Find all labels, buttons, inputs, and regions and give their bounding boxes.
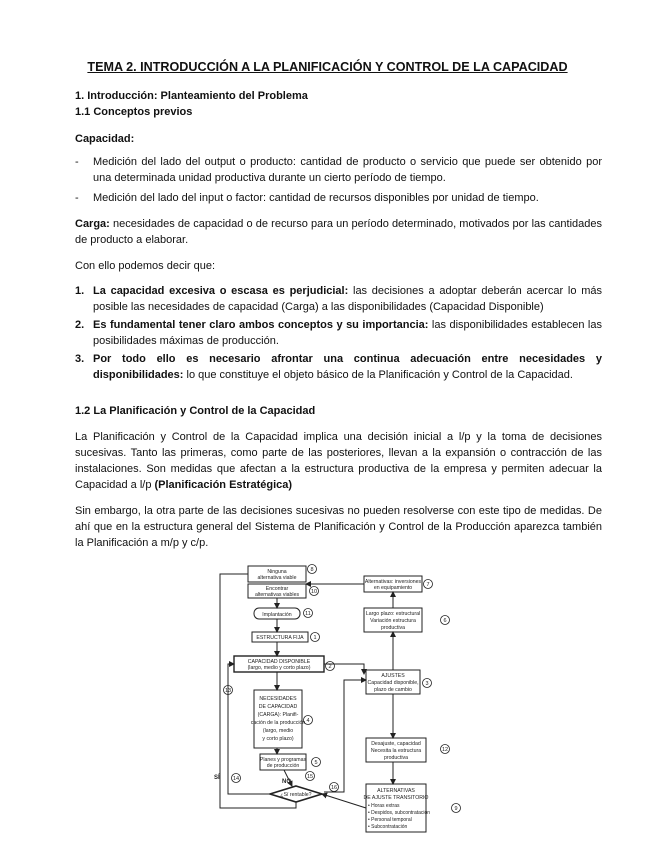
flow-text: alternativa viable — [257, 575, 297, 581]
bullet-marker: - — [75, 156, 79, 168]
item-number: 3. — [75, 353, 85, 365]
paragraph: Sin embargo, la otra parte de las decisiones sucesivas no pueden resolverse con este tipo de medidas. De ahí que en la estructura general del Sistema de Planificación y Control de la Producción aparezca también la Planificación a m/p y c/p. — [75, 505, 602, 549]
flow-number: 5 — [314, 760, 318, 766]
capacidad-label: Capacidad: — [75, 133, 135, 145]
subsection-heading: 1.2 La Planificación y Control de la Capacidad — [75, 405, 316, 417]
flow-text: plazo de cambio — [374, 687, 412, 693]
item-bold: Es fundamental tener claro ambos conceptos y su importancia: — [93, 319, 429, 331]
numbered-item — [75, 283, 602, 315]
flow-text: cación de la producción — [250, 720, 306, 726]
numbered-item — [75, 351, 602, 383]
paragraph-text: La Planificación y Control de la Capacidad implica una decisión inicial a l/p y la toma de decisiones sucesivas. Tanto las primeras, como parte de las posteriores, llevan a la expansión o contracción de las instalaciones. Son medidas que afectan a la estructura productiva de la empresa y permiten adecuar la Capacidad a l/p — [75, 431, 602, 491]
flow-number: 16 — [330, 785, 338, 791]
flow-number: 7 — [426, 582, 430, 588]
flow-text: Implantación — [262, 612, 292, 618]
flow-number: 8 — [310, 567, 314, 573]
flow-text: (largo, medio — [262, 728, 294, 734]
list-item — [75, 154, 602, 186]
flow-label-si: SÍ — [214, 775, 220, 781]
bullet-text: Medición del lado del output o producto: cantidad de producto o servicio que puede ser obtenido por una determinada unidad productiva durante un cierto período de tiempo. — [93, 156, 602, 184]
section-heading: 1. Introducción: Planteamiento del Problema — [75, 90, 308, 102]
flow-text: • Personal temporal — [368, 817, 412, 823]
flow-text: • Despidos, subcontratación — [368, 810, 431, 816]
page-title: TEMA 2. INTRODUCCIÓN A LA PLANIFICACIÓN Y CONTROL DE LA CAPACIDAD — [87, 60, 568, 74]
carga-paragraph — [75, 216, 602, 248]
bullet-text: Medición del lado del input o factor: cantidad de recursos disponibles por unidad de tiempo. — [93, 192, 539, 204]
flow-text: • Horas extras — [368, 803, 400, 809]
flow-number: 15 — [306, 774, 314, 780]
flow-text: Largo plazo: estructural — [365, 611, 421, 617]
flow-number: 14 — [232, 776, 240, 782]
item-bold: La capacidad excesiva o escasa es perjudicial: — [93, 285, 349, 297]
paragraph — [75, 429, 602, 493]
flow-text: DE AJUSTE TRANSITORIO — [363, 795, 429, 801]
subsection-heading: 1.1 Conceptos previos — [75, 106, 193, 118]
bullet-marker: - — [75, 192, 79, 204]
flow-text: CAPACIDAD DISPONIBLE — [247, 659, 311, 665]
carga-text: necesidades de capacidad o de recurso para un período determinado, motivados por las cantidades de producto a elaborar. — [75, 218, 602, 246]
flow-text: productiva — [381, 625, 405, 631]
flow-number: 13 — [224, 688, 232, 694]
flow-text: productiva — [384, 755, 408, 761]
list-item — [75, 190, 602, 206]
flow-number: 10 — [310, 589, 318, 595]
flow-text: (CARGA): Planifi- — [257, 712, 299, 718]
carga-label: Carga: — [75, 218, 110, 230]
flow-text: y corto plazo) — [262, 736, 294, 742]
flow-text: alternativas viables — [254, 592, 300, 598]
flow-number: 3 — [425, 681, 429, 687]
flow-text: Planes y programas — [259, 757, 307, 763]
flow-text: ESTRUCTURA FIJA — [256, 635, 304, 641]
flow-text: Variación estructura — [370, 618, 416, 624]
flow-text: Capacidad disponible, — [367, 680, 419, 686]
paragraph-bold: (Planificación Estratégica) — [154, 479, 293, 491]
flow-text: ALTERNATIVAS — [377, 788, 415, 794]
flow-text: Alternativas: inversiones — [364, 579, 422, 585]
intro-conclusion: Con ello podemos decir que: — [75, 260, 216, 272]
flow-text: DE CAPACIDAD — [258, 704, 298, 710]
flow-text: (largo, medio y corto plazo) — [247, 665, 311, 671]
flow-number: 11 — [305, 611, 311, 617]
flow-text: en equipamiento — [373, 585, 413, 591]
flow-number: 2 — [328, 664, 332, 670]
item-number: 2. — [75, 319, 85, 331]
item-text: lo que constituye el objeto básico de la Planificación y Control de la Capacidad. — [183, 369, 573, 381]
flow-text: • Subcontratación — [368, 824, 408, 830]
item-bold: Por todo ello es necesario afrontar una continua adecuación entre necesidades y disponibilidades: — [93, 353, 602, 381]
flowchart-figure — [214, 562, 462, 834]
flow-text: de producción — [266, 763, 300, 769]
flow-text: Necesita la estructura — [370, 748, 422, 754]
flow-number: 12 — [441, 747, 449, 753]
flow-number: 9 — [454, 806, 458, 812]
flow-text: Ninguna — [267, 569, 287, 575]
flow-text: Desajuste, capacidad — [371, 741, 421, 747]
item-number: 1. — [75, 285, 85, 297]
flow-number: 6 — [443, 618, 447, 624]
item-text: las decisiones a adoptar deberán acercar lo más posible las necesidades de capacidad (Carga) a las disponibilidades (Capacidad Disponible) — [93, 285, 602, 313]
flow-text: NECESIDADES — [259, 696, 297, 702]
flow-label-no: NO — [282, 779, 291, 785]
flow-text: ¿Sí rentable? — [280, 792, 312, 798]
flow-number: 4 — [306, 718, 310, 724]
flow-text: Encontrar — [265, 586, 289, 592]
item-text: las disponibilidades establecen las posibilidades máximas de producción. — [93, 319, 602, 347]
flow-number: 1 — [313, 635, 317, 641]
numbered-item — [75, 317, 602, 349]
flow-text: AJUSTES — [381, 673, 405, 679]
